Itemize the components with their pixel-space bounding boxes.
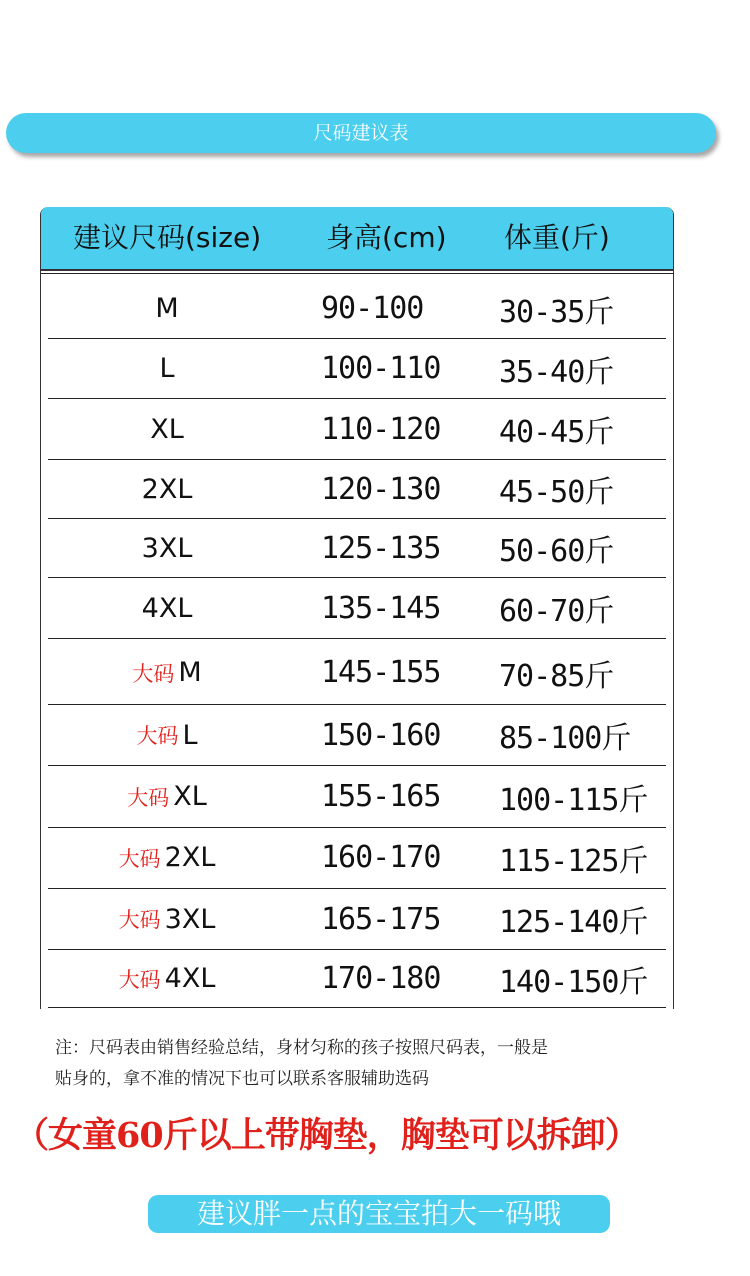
size-cell: [48, 578, 286, 638]
plus-size-label: 大码: [136, 724, 179, 748]
plus-size-label: 大码: [118, 846, 161, 871]
height-cell: 170-180: [321, 961, 441, 996]
size-cell: [48, 279, 286, 338]
table-row: [48, 889, 666, 950]
size-note: [55, 1033, 685, 1095]
header-size: 建议尺码(size): [73, 221, 262, 254]
table-row: [48, 705, 666, 766]
height-cell: 120-130: [321, 471, 441, 507]
size-value: XL: [150, 413, 184, 445]
table-row: [48, 519, 666, 578]
table-row: [48, 766, 666, 828]
size-value: 4XL: [164, 963, 216, 994]
size-cell: [48, 339, 286, 398]
weight-cell: 45-50斤: [499, 475, 614, 510]
height-cell: 150-160: [321, 717, 441, 753]
size-value: XL: [173, 781, 207, 812]
header-weight: 体重(斤): [504, 221, 610, 254]
weight-cell: 60-70斤: [499, 594, 614, 629]
table-row: [48, 279, 666, 339]
weight-cell: 115-125斤: [499, 843, 648, 879]
size-value: L: [182, 719, 198, 751]
weight-cell: 40-45斤: [499, 415, 614, 450]
size-cell: [48, 827, 286, 888]
plus-size-label: 大码: [118, 967, 161, 992]
height-cell: 135-145: [321, 590, 441, 626]
note-line-2: 贴身的，拿不准的情况下也可以联系客服辅助选码: [55, 1069, 429, 1089]
plus-size-label: 大码: [127, 785, 170, 810]
size-cell: [48, 766, 286, 827]
height-cell: 155-165: [321, 779, 441, 814]
size-table: [40, 207, 674, 1009]
height-cell: 90-100: [321, 291, 424, 326]
table-row: [48, 339, 666, 399]
size-cell: [48, 399, 286, 459]
size-cell: [48, 641, 286, 704]
size-cell: [48, 889, 286, 949]
weight-cell: 125-140斤: [499, 905, 648, 940]
size-value: 2XL: [164, 842, 216, 873]
weight-cell: 35-40斤: [499, 354, 614, 390]
size-cell: [48, 705, 286, 765]
size-value: 4XL: [141, 592, 193, 624]
weight-cell: 30-35斤: [499, 294, 614, 330]
weight-cell: 50-60斤: [499, 534, 614, 569]
size-cell: [48, 950, 286, 1007]
plus-size-label: 大码: [132, 661, 175, 686]
weight-cell: 70-85斤: [499, 658, 614, 694]
table-row: [48, 950, 666, 1008]
plus-size-label: 大码: [118, 908, 161, 932]
size-cell: [48, 519, 286, 577]
size-value: 2XL: [141, 473, 193, 505]
size-up-suggestion: 建议胖一点的宝宝拍大一码哦: [148, 1195, 610, 1233]
table-row: [48, 399, 666, 460]
size-cell: [48, 460, 286, 518]
size-value: L: [159, 353, 175, 384]
height-cell: 110-120: [321, 411, 441, 447]
girl-padding-notice: （女童60斤以上带胸垫，胸垫可以拆卸）: [14, 1115, 639, 1156]
header-divider: [41, 273, 673, 274]
table-row: [48, 641, 666, 705]
size-value: M: [155, 293, 179, 324]
size-chart-banner: 尺码建议表: [6, 113, 716, 153]
size-value: 3XL: [141, 532, 193, 564]
size-value: M: [178, 657, 202, 688]
weight-cell: 85-100斤: [499, 721, 631, 756]
height-cell: 165-175: [321, 901, 441, 937]
size-value: 3XL: [164, 903, 216, 935]
table-row: [48, 827, 666, 889]
height-cell: 145-155: [321, 655, 441, 690]
weight-cell: 140-150斤: [499, 964, 648, 1000]
height-cell: 100-110: [321, 351, 441, 386]
height-cell: 160-170: [321, 840, 441, 875]
height-cell: 125-135: [321, 530, 441, 566]
table-header: [41, 207, 673, 271]
table-row: [48, 578, 666, 639]
note-line-1: 注：尺码表由销售经验总结，身材匀称的孩子按照尺码表，一般是: [55, 1038, 548, 1058]
weight-cell: 100-115斤: [499, 782, 648, 818]
table-row: [48, 460, 666, 519]
header-height: 身高(cm): [326, 221, 447, 254]
